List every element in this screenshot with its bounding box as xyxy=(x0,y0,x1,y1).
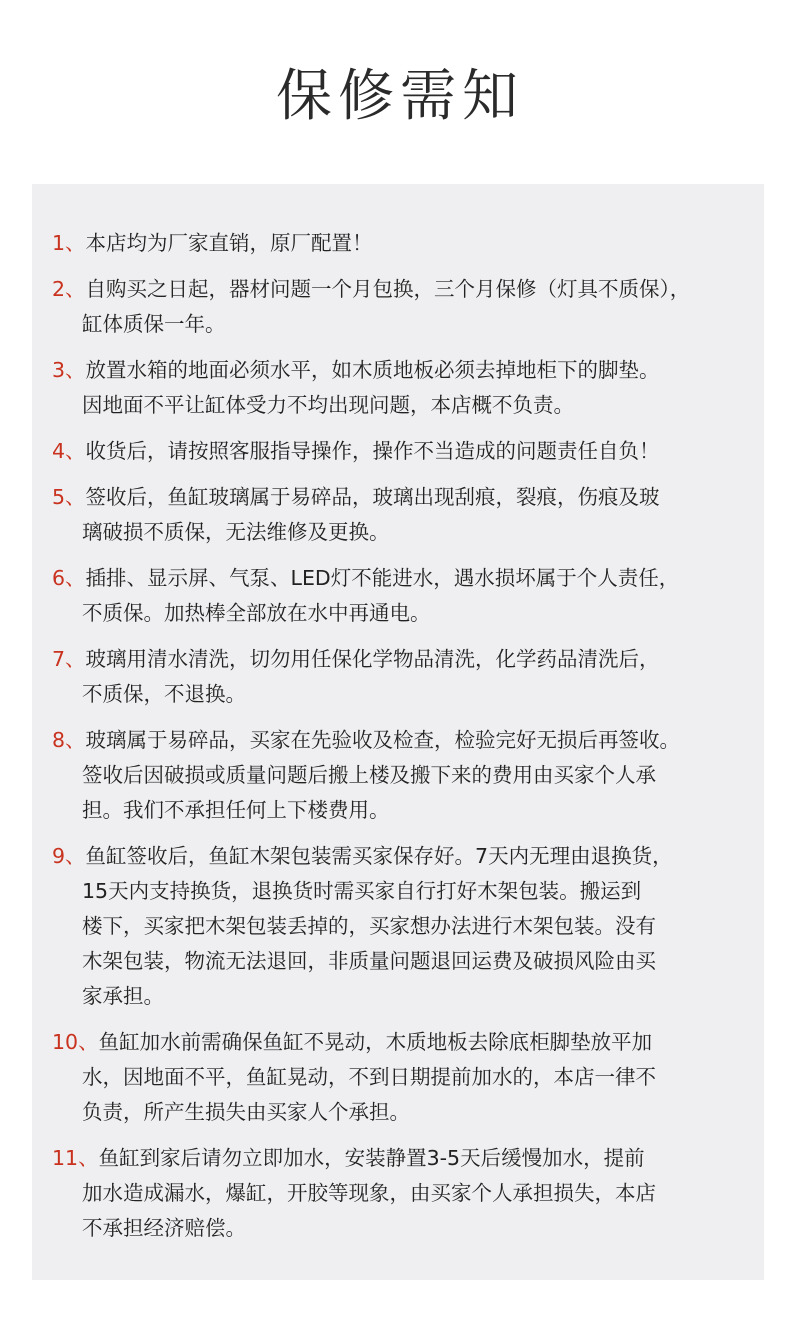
notice-continuation-line: 木架包装，物流无法退回，非质量问题退回运费及破损风险由买 xyxy=(82,949,656,973)
notice-text: 签收后，鱼缸玻璃属于易碎品，玻璃出现刮痕，裂痕，伤痕及玻 xyxy=(85,485,660,509)
notice-number: 1、 xyxy=(52,231,86,255)
notice-item xyxy=(52,561,762,631)
notice-item xyxy=(52,353,762,423)
notice-item xyxy=(52,642,762,712)
notice-number: 9、 xyxy=(52,844,86,868)
notice-first-line xyxy=(52,353,762,388)
notice-number: 7、 xyxy=(52,647,86,671)
notice-continuation-line: 家承担。 xyxy=(82,984,164,1008)
notice-first-line xyxy=(52,839,762,874)
notice-item xyxy=(52,1025,762,1130)
notice-text: 本店均为厂家直销，原厂配置！ xyxy=(85,231,373,255)
notice-first-line xyxy=(52,723,762,758)
notice-text: 鱼缸到家后请勿立即加水，安装静置3-5天后缓慢加水，提前 xyxy=(98,1146,645,1170)
notice-item xyxy=(52,226,762,261)
notice-number: 5、 xyxy=(52,485,86,509)
notice-text: 玻璃属于易碎品，买家在先验收及检查，检验完好无损后再签收。 xyxy=(85,728,681,752)
notice-continuation-line: 15天内支持换货，退换货时需买家自行打好木架包装。搬运到 xyxy=(82,879,642,903)
notice-item xyxy=(52,1141,762,1246)
notice-continuation-line: 负责，所产生损失由买家人个承担。 xyxy=(82,1100,410,1124)
notice-continuation-line: 不质保。加热棒全部放在水中再通电。 xyxy=(82,601,431,625)
notice-item xyxy=(52,272,762,342)
notice-first-line xyxy=(52,434,762,469)
notice-text: 插排、显示屏、气泵、LED灯不能进水，遇水损坏属于个人责任， xyxy=(85,566,680,590)
notice-continuation-line: 楼下，买家把木架包装丢掉的，买家想办法进行木架包装。没有 xyxy=(82,914,656,938)
notice-continuation-line: 担。我们不承担任何上下楼费用。 xyxy=(82,798,390,822)
notice-continuation-line: 缸体质保一年。 xyxy=(82,312,226,336)
notice-continuation-line: 水，因地面不平，鱼缸晃动，不到日期提前加水的，本店一律不 xyxy=(82,1065,656,1089)
notice-text: 自购买之日起，器材问题一个月包换，三个月保修（灯具不质保）， xyxy=(85,277,691,301)
notice-text: 放置水箱的地面必须水平，如木质地板必须去掉地柜下的脚垫。 xyxy=(85,358,660,382)
notice-number: 11、 xyxy=(52,1146,99,1170)
notice-list xyxy=(52,226,762,1257)
notice-first-line xyxy=(52,272,762,307)
notice-continuation-line: 签收后因破损或质量问题后搬上楼及搬下来的费用由买家个人承 xyxy=(82,763,656,787)
notice-continuation-line: 不质保，不退换。 xyxy=(82,682,246,706)
notice-number: 2、 xyxy=(52,277,86,301)
notice-number: 4、 xyxy=(52,439,86,463)
notice-item xyxy=(52,480,762,550)
notice-number: 8、 xyxy=(52,728,86,752)
notice-text: 鱼缸加水前需确保鱼缸不晃动，木质地板去除底柜脚垫放平加 xyxy=(98,1030,653,1054)
notice-text: 玻璃用清水清洗，切勿用任保化学物品清洗，化学药品清洗后， xyxy=(85,647,660,671)
notice-number: 3、 xyxy=(52,358,86,382)
notice-first-line xyxy=(52,226,762,261)
notice-first-line xyxy=(52,642,762,677)
notice-first-line xyxy=(52,561,762,596)
notice-first-line xyxy=(52,480,762,515)
notice-item xyxy=(52,839,762,1014)
notice-continuation-line: 璃破损不质保，无法维修及更换。 xyxy=(82,520,390,544)
notice-text: 鱼缸签收后，鱼缸木架包装需买家保存好。7天内无理由退换货， xyxy=(85,844,673,868)
notice-continuation-line: 不承担经济赔偿。 xyxy=(82,1216,246,1240)
notice-number: 10、 xyxy=(52,1030,99,1054)
notice-first-line xyxy=(52,1025,762,1060)
notice-continuation-line: 因地面不平让缸体受力不均出现问题，本店概不负责。 xyxy=(82,393,574,417)
notice-number: 6、 xyxy=(52,566,86,590)
notice-first-line xyxy=(52,1141,762,1176)
notice-text: 收货后，请按照客服指导操作，操作不当造成的问题责任自负！ xyxy=(85,439,660,463)
page-title: 保修需知 xyxy=(276,64,524,129)
notice-item xyxy=(52,723,762,828)
notice-item xyxy=(52,434,762,469)
notice-continuation-line: 加水造成漏水，爆缸，开胶等现象，由买家个人承担损失，本店 xyxy=(82,1181,656,1205)
